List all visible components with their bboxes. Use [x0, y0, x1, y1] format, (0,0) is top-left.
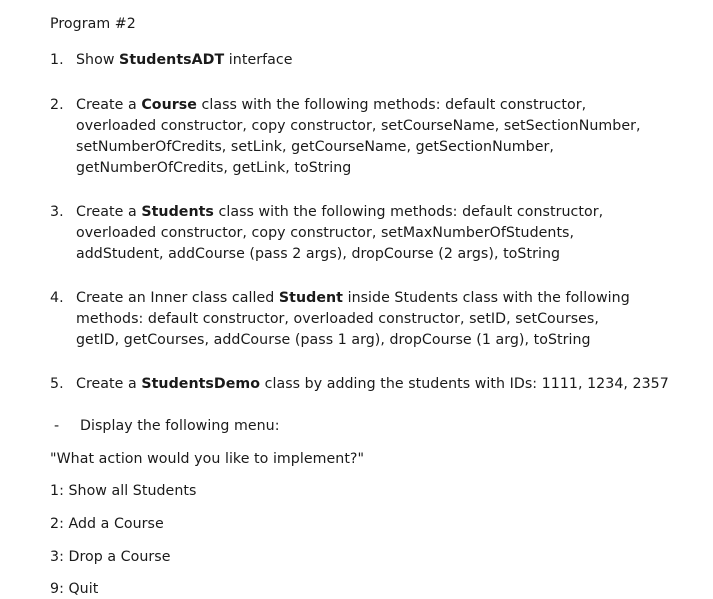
- bold-class-name: StudentsDemo: [141, 376, 261, 392]
- item-line: Show StudentsADT interface: [76, 52, 293, 68]
- list-item-3: [50, 202, 603, 222]
- item-number: 1.: [50, 52, 64, 68]
- item-number: 3.: [50, 204, 64, 220]
- dash-bullet: -: [54, 418, 60, 434]
- list-item-5: [50, 374, 669, 394]
- menu-intro: [54, 416, 280, 436]
- item-line: overloaded constructor, copy constructor, setCourseName, setSectionNumber,: [76, 118, 641, 134]
- item-line: getID, getCourses, addCourse (pass 1 arg), dropCourse (1 arg), toString: [76, 332, 591, 348]
- menu-intro-text: Display the following menu:: [80, 418, 280, 434]
- item-line: setNumberOfCredits, setLink, getCourseName, getSectionNumber,: [76, 139, 554, 155]
- item-number: 2.: [50, 97, 64, 113]
- list-item-1: [50, 50, 293, 70]
- item-line: overloaded constructor, copy constructor, setMaxNumberOfStudents,: [76, 225, 575, 241]
- item-line: Create a Students class with the following methods: default constructor,: [76, 204, 604, 220]
- list-item-2: [50, 95, 586, 115]
- item-number: 5.: [50, 376, 64, 392]
- item-line: methods: default constructor, overloaded constructor, setID, setCourses,: [76, 311, 599, 327]
- menu-option: 2: Add a Course: [50, 516, 164, 532]
- bold-class-name: Students: [141, 204, 214, 220]
- menu-option: 1: Show all Students: [50, 483, 197, 499]
- menu-prompt: "What action would you like to implement?": [50, 451, 365, 467]
- program-title: Program #2: [50, 16, 136, 32]
- list-item-4: [50, 288, 630, 308]
- bold-class-name: StudentsADT: [119, 52, 225, 68]
- item-line: addStudent, addCourse (pass 2 args), dropCourse (2 args), toString: [76, 246, 561, 262]
- bold-class-name: Student: [278, 290, 344, 306]
- item-line: getNumberOfCredits, getLink, toString: [76, 160, 352, 176]
- item-line: Create a Course class with the following methods: default constructor,: [76, 97, 587, 113]
- menu-option: 9: Quit: [50, 581, 99, 597]
- bold-class-name: Course: [141, 97, 197, 113]
- item-line: Create a StudentsDemo class by adding the students with IDs: 1111, 1234, 2357: [76, 376, 669, 392]
- item-line: Create an Inner class called Student inside Students class with the following: [76, 290, 630, 306]
- menu-option: 3: Drop a Course: [50, 549, 171, 565]
- item-number: 4.: [50, 290, 64, 306]
